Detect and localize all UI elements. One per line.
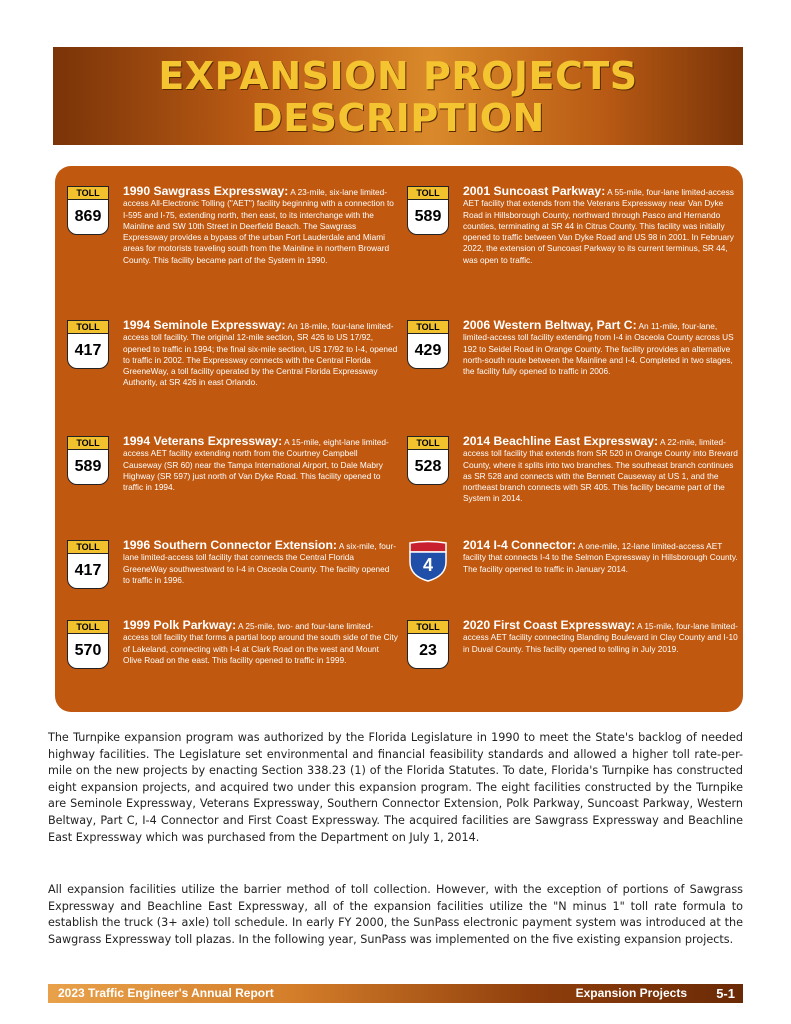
toll-shield-icon [67, 186, 109, 236]
toll-shield-icon [67, 620, 109, 670]
project-description: An 18-mile, four-lane limited-access toll facility. The original 12-mile section, SR 426 to US 17/92, opened to traffic in 1994; the final six-mile section, US 17/92 to I-4, opened to traffic in 2002. The Expressway connects with the Central Florida GreeneWay, a toll facility operated by the Central Florida Expressway Authority, at SR 426 in east Orlando. [123, 321, 398, 388]
route-number: 417 [67, 553, 109, 589]
project-description: A 55-mile, four-lane limited-access AET facility that extends from the Veterans Expressway near Van Dyke Road in Hillsborough County, northward through Pasco and Hernando counties, terminating at SR 44 in Citrus County. This facility was initially opened to traffic between Van Dyke Road and US 98 in 2001. In February 2022, the extension of Suncoast Parkway to its current terminus, SR 44, was open to traffic. [463, 187, 734, 265]
project-title: 1999 Polk Parkway: [123, 618, 237, 632]
project-description: An 11-mile, four-lane, limited-access toll facility extending from I-4 in Osceola County across US 192 to Seidel Road in Orange County. The facility provides an alternative north-south route between the Mainline and I-4. Completed in two stages, the facility fully opened to traffic in 2006. [463, 321, 734, 377]
toll-shield-icon [67, 320, 109, 370]
project-text [123, 320, 398, 389]
footer-report-title: 2023 Traffic Engineer's Annual Report [58, 986, 274, 1000]
toll-shield-icon [407, 436, 449, 486]
project-text [463, 620, 738, 655]
route-number: 589 [67, 449, 109, 485]
project-title: 1994 Veterans Expressway: [123, 434, 283, 448]
toll-shield-icon [407, 186, 449, 236]
project-text [123, 540, 398, 586]
project-text [123, 436, 398, 493]
route-number: 589 [407, 199, 449, 235]
route-number: 429 [407, 333, 449, 369]
footer-page-number: 5-1 [716, 986, 735, 1001]
route-number: 417 [67, 333, 109, 369]
toll-label: TOLL [67, 436, 109, 450]
project-title: 1996 Southern Connector Extension: [123, 538, 337, 552]
interstate-shield-icon [407, 540, 449, 582]
route-number: 528 [407, 449, 449, 485]
route-number: 23 [407, 633, 449, 669]
toll-shield-icon [67, 540, 109, 590]
toll-label: TOLL [67, 620, 109, 634]
page-title [53, 55, 743, 139]
project-description: A 15-mile, four-lane limited-access AET facility connecting Blanding Boulevard in Clay County and I-10 in Duval County. This facility opened to tolling in July 2019. [463, 621, 738, 654]
project-description: A 15-mile, eight-lane limited-access AET facility extending north from the Courtney Campbell Causeway (SR 60) near the Tampa International Airport, to Dale Mabry Highway (SR 597) just north of Van Dyke Road. This facility opened to traffic in 1994. [123, 437, 389, 493]
page-title-line1: EXPANSION PROJECTS [158, 54, 638, 98]
toll-label: TOLL [67, 186, 109, 200]
project-title: 2006 Western Beltway, Part C: [463, 318, 637, 332]
project-text [463, 320, 738, 377]
project-text [463, 540, 738, 575]
toll-label: TOLL [407, 320, 449, 334]
project-text [463, 436, 738, 505]
project-description: A 23-mile, six-lane limited-access All-Electronic Tolling ("AET") facility beginning with a connection to I-595 and I-75, extending north, then east, to its interchange with the Mainline and SW 10th Street in Deerfield Beach. The Sawgrass Expressway provides a bypass of the urban Fort Lauderdale and Miami areas for motorists traveling south from the Mainline in northern Broward County. This facility became part of the System in 1990. [123, 187, 394, 265]
toll-label: TOLL [407, 436, 449, 450]
footer-bar [48, 984, 743, 1003]
footer-section-name: Expansion Projects [575, 986, 687, 1000]
project-text [123, 620, 398, 666]
project-title: 1990 Sawgrass Expressway: [123, 184, 289, 198]
project-title: 1994 Seminole Expressway: [123, 318, 286, 332]
project-description: A 22-mile, limited-access toll facility that extends from SR 520 in Orange County into Brevard County, where it splits into two branches. The southeast branch continues as SR 528 and connects with the Bennett Causeway at US 1, and the northeast branch connects with SR 405. This facility became part of the System in 2014. [463, 437, 738, 504]
project-text [123, 186, 398, 266]
route-number: 869 [67, 199, 109, 235]
toll-label: TOLL [67, 320, 109, 334]
interstate-number: 4 [422, 555, 434, 575]
toll-label: TOLL [67, 540, 109, 554]
page-title-line2: DESCRIPTION [251, 96, 545, 140]
project-title: 2020 First Coast Expressway: [463, 618, 636, 632]
project-description: A 25-mile, two- and four-lane limited-access toll facility that forms a partial loop around the south side of the City of Lakeland, connecting with I-4 at Clark Road on the west and Mount Olive Road on the east. This facility opened to traffic in 1999. [123, 621, 398, 665]
paragraph-2: All expansion facilities utilize the barrier method of toll collection. However, with the exception of portions of Sawgrass Expressway and Beachline East Expressway, all of the expansion facilities utilize the "N minus 1" toll rate formula to establish the truck (3+ axle) toll schedule. In early FY 2000, the SunPass electronic payment system was introduced at the Sawgrass Expressway toll plazas. In the following year, SunPass was implemented on the five existing expansion projects. [48, 883, 743, 946]
toll-shield-icon [67, 436, 109, 486]
title-banner [53, 47, 743, 145]
route-number: 570 [67, 633, 109, 669]
toll-shield-icon [407, 320, 449, 370]
project-text [463, 186, 738, 266]
toll-label: TOLL [407, 186, 449, 200]
project-title: 2001 Suncoast Parkway: [463, 184, 606, 198]
paragraph-1: The Turnpike expansion program was authorized by the Florida Legislature in 1990 to meet the State's backlog of needed highway facilities. The Legislature set environmental and financial feasibility standards and allowed a higher toll rate-per-mile on the new projects by enacting Section 338.23 (1) of the Florida Statutes. To date, Florida's Turnpike has constructed eight expansion projects, and acquired two under this expansion program. The eight facilities constructed by the Turnpike are Seminole Expressway, Veterans Expressway, Southern Connector Extension, Polk Parkway, Suncoast Parkway, Western Beltway, Part C, I-4 Connector and First Coast Expressway. The acquired facilities are Sawgrass Expressway and Beachline East Expressway which was purchased from the Department on July 1, 2014. [48, 731, 743, 844]
project-description: A one-mile, 12-lane limited-access AET facility that connects I-4 to the Selmon Expressway in Hillsborough County. The facility opened to traffic in January 2014. [463, 541, 738, 574]
projects-panel [55, 166, 743, 712]
toll-shield-icon [407, 620, 449, 670]
project-title: 2014 I-4 Connector: [463, 538, 577, 552]
project-title: 2014 Beachline East Expressway: [463, 434, 659, 448]
project-description: A six-mile, four-lane limited-access toll facility that connects the Central Florida GreeneWay southwestward to I-4 in Osceola County. The facility opened to traffic in 1996. [123, 541, 397, 585]
toll-label: TOLL [407, 620, 449, 634]
